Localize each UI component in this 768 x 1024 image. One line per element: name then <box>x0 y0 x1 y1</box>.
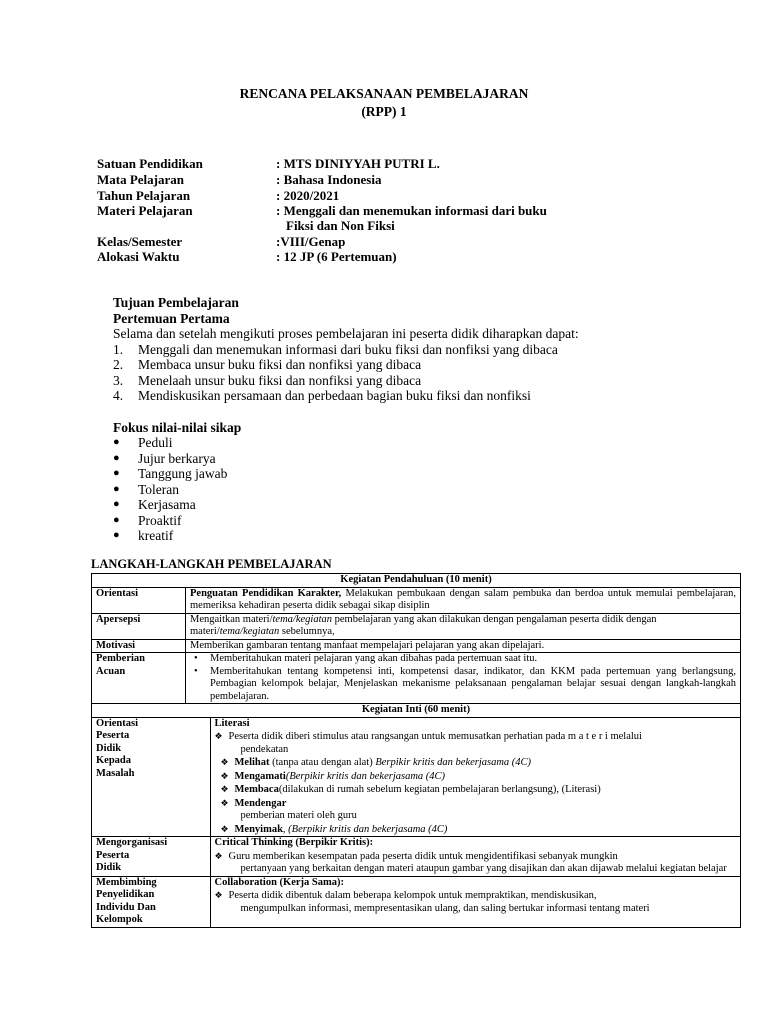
document-title: RENCANA PELAKSANAAN PEMBELAJARAN <box>239 86 529 101</box>
bullet-icon: ● <box>113 498 120 510</box>
table-row <box>92 613 741 639</box>
identity-label: Satuan Pendidikan <box>97 156 203 171</box>
bullet-icon: ● <box>113 514 120 526</box>
tujuan-subheading: Pertemuan Pertama <box>113 311 230 326</box>
table-row <box>92 653 741 704</box>
identity-label: Tahun Pelajaran <box>97 188 191 203</box>
tujuan-item-text: Menelaah unsur buku fiksi dan nonfiksi yang dibaca <box>138 373 422 388</box>
diamond-bullet-icon: ❖ <box>214 731 223 741</box>
list-item: • Memberitahukan materi pelajaran yang akan dibahas pada pertemuan saat itu. <box>210 653 736 666</box>
bullet-icon: ● <box>113 529 120 541</box>
diamond-outline-icon: ❖ <box>220 823 229 834</box>
identity-value: : Bahasa Indonesia <box>276 172 382 187</box>
identity-value: : 12 JP (6 Pertemuan) <box>276 249 397 264</box>
lesson-steps-table <box>91 573 741 928</box>
identity-label: Alokasi Waktu <box>97 249 180 264</box>
tujuan-item-text: Menggali dan menemukan informasi dari buku fiksi dan nonfiksi yang dibaca <box>138 342 558 357</box>
row-content <box>186 653 741 704</box>
row-content: Collaboration (Kerja Sama): ❖ Peserta didik dibentuk dalam beberapa kelompok untuk mempraktikan, mendiskusikan, mengumpulkan informasi, mempresentasikan ulang, dan saling bertukar informasi tentang materi <box>214 876 650 914</box>
identity-value-continued: Fiksi dan Non Fiksi <box>286 218 395 233</box>
pendahuluan-header: Kegiatan Pendahuluan (10 menit) <box>92 574 741 588</box>
row-label: Pemberian Acuan <box>92 653 186 704</box>
bullet-icon: ● <box>113 436 120 448</box>
identity-value: :VIII/Genap <box>276 234 346 249</box>
row-content: Literasi ❖ Peserta didik diberi stimulus atau rangsangan untuk memusatkan perhatian pada m a t e r i melalui pendekatan ❖ Melihat (tanpa atau dengan alat) Berpikir kritis dan bekerjasama (4C) ❖ Mengamati(Berpikir kritis dan bekerjasama (4C) ❖ Membaca(dilakukan di rumah sebelum kegiatan pembelajaran berlangsung), (Literasi) ❖ Mendengar pemberian materi oleh guru ❖ Menyimak, (Berpikir kritis dan bekerjasama (4C) <box>210 718 740 837</box>
diamond-outline-icon: ❖ <box>220 757 229 767</box>
row-content: Penguatan Pendidikan Karakter, Melakukan pembukaan dengan salam pembuka dan berdoa untuk memulai pembelajaran, memeriksa kehadiran peserta didik sebagai sikap disiplin <box>186 587 741 613</box>
identity-label: Kelas/Semester <box>97 234 183 249</box>
tujuan-heading: Tujuan Pembelajaran <box>113 295 239 310</box>
bullet-icon: ● <box>113 452 120 464</box>
identity-value: : Menggali dan menemukan informasi dari buku <box>276 203 547 218</box>
tujuan-item-number: 2. <box>113 357 124 372</box>
inti-subtable <box>92 718 740 927</box>
tujuan-intro: Selama dan setelah mengikuti proses pembelajaran ini peserta didik diharapkan dapat: <box>113 326 579 341</box>
tujuan-item-text: Membaca unsur buku fiksi dan nonfiksi yang dibaca <box>138 357 422 372</box>
inti-header: Kegiatan Inti (60 menit) <box>92 704 741 718</box>
row-label: Orientasi <box>92 587 186 613</box>
row-label: Apersepsi <box>92 613 186 639</box>
identity-value: : 2020/2021 <box>276 188 340 203</box>
bullet-icon: ● <box>113 483 120 495</box>
row-label: Membimbing Penyelidikan Individu Dan Kelompok <box>92 876 210 927</box>
row-content: Critical Thinking (Berpikir Kritis): ❖ Guru memberikan kesempatan pada peserta didik untuk mengidentifikasi sebanyak mungkin pertanyaan yang berkaitan dengan materi ataupun gambar yang disajikan dan akan dijawab melalui kegiatan belajar <box>210 837 740 877</box>
row-label: Orientasi Peserta Didik Kepada Masalah <box>92 718 210 837</box>
langkah-heading: LANGKAH-LANGKAH PEMBELAJARAN <box>91 557 332 571</box>
bullet-icon: ● <box>113 467 120 479</box>
identity-label: Mata Pelajaran <box>97 172 185 187</box>
table-row <box>92 587 741 613</box>
diamond-bullet-icon: ❖ <box>220 770 229 781</box>
document-subtitle: (RPP) 1 <box>361 104 407 119</box>
row-content: Mengaitkan materi/tema/kegiatan pembelajaran yang akan dilakukan dengan pengalaman peserta didik dengan materi/tema/kegiatan sebelumnya, <box>186 613 741 639</box>
table-row <box>92 876 740 927</box>
diamond-bullet-icon: ❖ <box>214 890 223 900</box>
list-item: • Memberitahukan tentang kompetensi inti, kompetensi dasar, indikator, dan KKM pada pertemuan yang berlangsung, Pembagian kelompok belajar, Menjelaskan mekanisme pelaksanaan pengalaman belajar sesuai dengan langkah-langkah pembelajaran. <box>210 666 736 704</box>
fokus-heading: Fokus nilai-nilai sikap <box>113 420 242 435</box>
table-row <box>92 704 741 718</box>
identity-value: : MTS DINIYYAH PUTRI L. <box>276 156 440 171</box>
tujuan-item-number: 1. <box>113 342 124 357</box>
table-row <box>92 639 741 653</box>
tujuan-item-number: 4. <box>113 388 124 403</box>
diamond-outline-icon: ❖ <box>220 784 229 794</box>
row-label: Motivasi <box>92 639 186 653</box>
row-content: Memberikan gambaran tentang manfaat mempelajari pelajaran yang akan dipelajari. <box>186 639 741 653</box>
diamond-bullet-icon: ❖ <box>214 850 223 861</box>
tujuan-item-number: 3. <box>113 373 124 388</box>
tujuan-item-text: Mendiskusikan persamaan dan perbedaan bagian buku fiksi dan nonfiksi <box>138 388 531 403</box>
diamond-bullet-icon: ❖ <box>220 797 229 808</box>
table-row <box>92 574 741 588</box>
row-label: Mengorganisasi Peserta Didik <box>92 837 210 877</box>
table-row <box>92 837 740 877</box>
table-row <box>92 717 741 927</box>
table-row <box>92 718 740 837</box>
identity-label: Materi Pelajaran <box>97 203 193 218</box>
